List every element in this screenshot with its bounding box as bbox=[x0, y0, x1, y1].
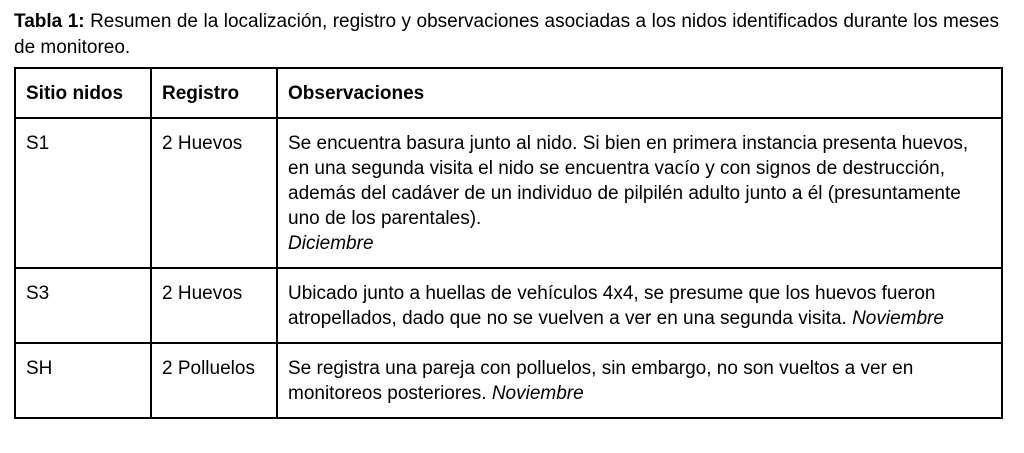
caption-label: Tabla 1: bbox=[14, 11, 85, 32]
nests-table bbox=[14, 67, 1003, 419]
observation-text: Ubicado junto a huellas de vehículos 4x4, se presume que los huevos fueron atropellados, dado que no se vuelven a ver en una segunda visita. bbox=[288, 283, 936, 329]
table-caption bbox=[14, 9, 999, 61]
table-header bbox=[15, 68, 1002, 118]
caption-text: Resumen de la localización, registro y observaciones asociadas a los nidos identificados durante los meses de monitoreo. bbox=[14, 11, 1000, 58]
cell-observacion bbox=[277, 118, 1002, 268]
observation-text: Se encuentra basura junto al nido. Si bien en primera instancia presenta huevos, en una segunda visita el nido se encuentra vacío y con signos de destrucción, además del cadáver de un individuo de pilpilén adulto junto a él (presuntamente uno de los parentales). bbox=[288, 133, 969, 229]
header-observaciones: Observaciones bbox=[277, 68, 1002, 118]
observation-month: Diciembre bbox=[288, 233, 374, 254]
observation-text: Se registra una pareja con polluelos, sin embargo, no son vueltos a ver en monitoreos posteriores. bbox=[288, 358, 914, 404]
table-row bbox=[15, 118, 1002, 268]
header-row bbox=[15, 68, 1002, 118]
cell-site: S3 bbox=[15, 268, 151, 343]
cell-registro: 2 Polluelos bbox=[151, 343, 277, 418]
header-sitio-nidos: Sitio nidos bbox=[15, 68, 151, 118]
cell-observacion bbox=[277, 343, 1002, 418]
cell-site: SH bbox=[15, 343, 151, 418]
header-registro: Registro bbox=[151, 68, 277, 118]
cell-registro: 2 Huevos bbox=[151, 268, 277, 343]
cell-site: S1 bbox=[15, 118, 151, 268]
cell-observacion bbox=[277, 268, 1002, 343]
table-row bbox=[15, 268, 1002, 343]
table-body bbox=[15, 118, 1002, 418]
table-row bbox=[15, 343, 1002, 418]
observation-month: Noviembre bbox=[491, 383, 584, 404]
observation-month: Noviembre bbox=[852, 308, 944, 329]
cell-registro: 2 Huevos bbox=[151, 118, 277, 268]
